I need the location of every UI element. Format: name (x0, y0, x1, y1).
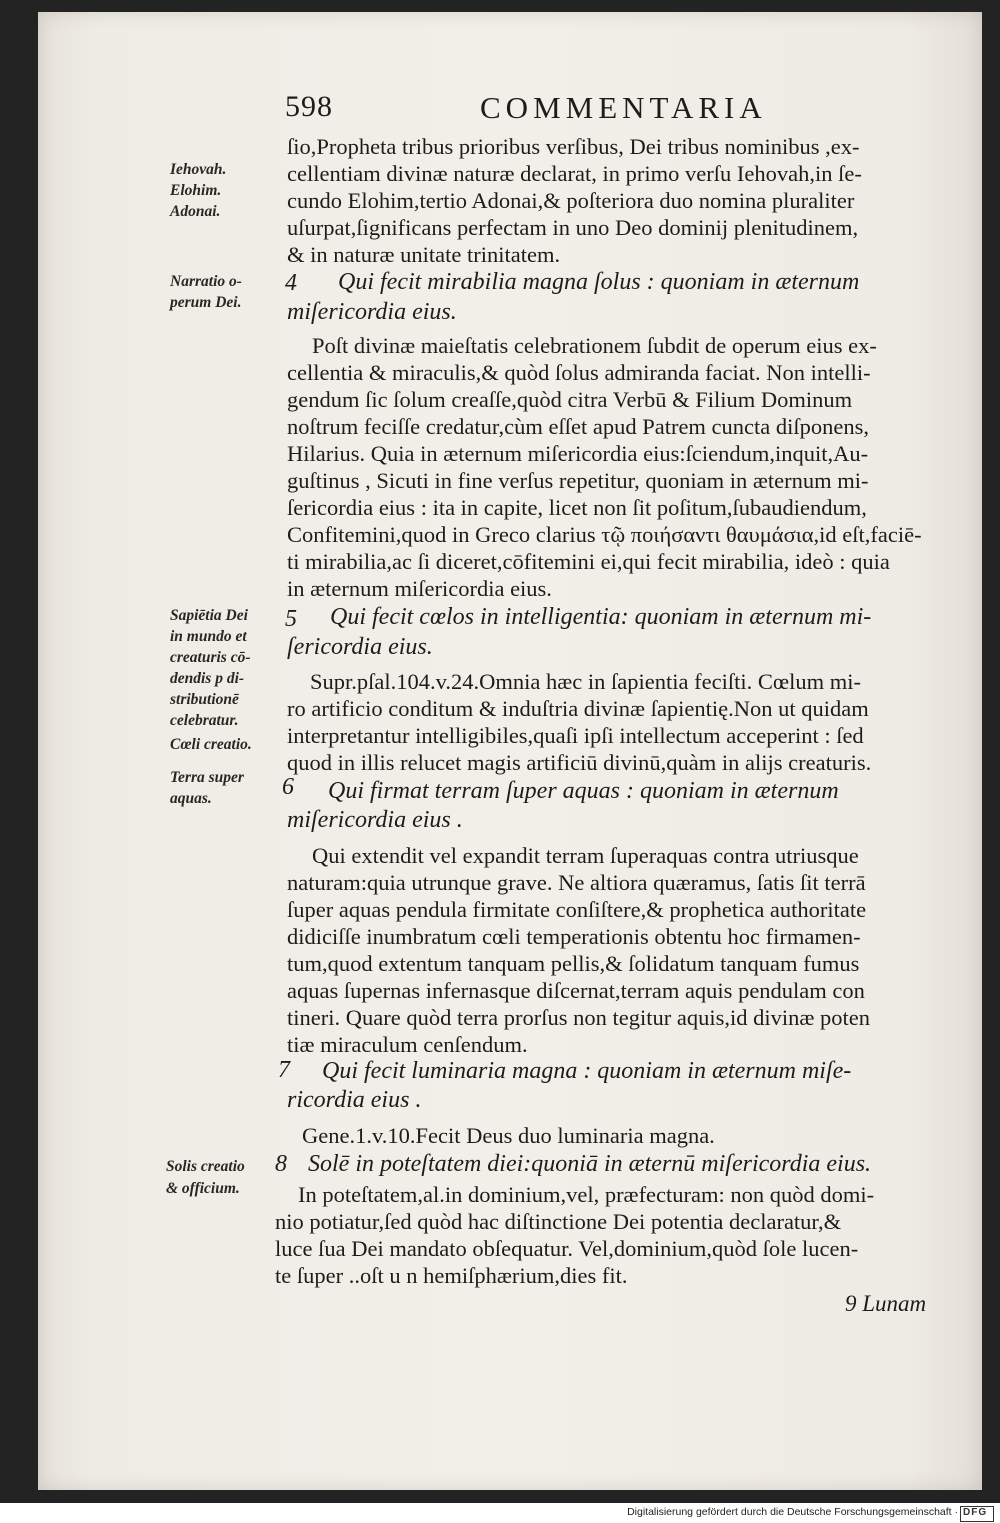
margin-note: Adonai. (170, 203, 221, 220)
text-line: cellentia & miraculis,& quòd ſolus admiranda faciat. Non intelli- (287, 360, 871, 385)
text-line: guſtinus , Sicuti in fine verſus repetitur, quoniam in æternum mi- (287, 468, 869, 493)
text-line: Supr.pſal.104.v.24.Omnia hæc in ſapientia feciſti. Cœlum mi- (310, 669, 861, 694)
text-line: nio potiatur,ſed quòd hac diſtinctione Dei potentia declaratur,& (275, 1209, 842, 1234)
text-line: Qui extendit vel expandit terram ſuperaquas contra utriusque (312, 843, 859, 868)
text-line: cundo Elohim,tertio Adonai,& poſteriora duo nomina pluraliter (287, 188, 855, 213)
verse-number: 6 (282, 774, 294, 800)
margin-note: dendis p di- (170, 670, 245, 687)
verse-line: Qui fecit mirabilia magna ſolus : quoniam in æternum (338, 269, 860, 295)
margin-note: Terra super (170, 769, 244, 786)
margin-note: celebratur. (170, 712, 239, 729)
margin-note: Narratio o- (170, 273, 242, 290)
margin-note: aquas. (170, 790, 212, 807)
text-line: luce ſua Dei mandato obſequatur. Vel,dominium,quòd ſole lucen- (275, 1236, 859, 1261)
text-line: ro artificio conditum & induſtria divinæ ſapientię.Non ut quidam (287, 696, 869, 721)
margin-note: Sapiētia Dei (170, 607, 248, 624)
verse-line: ricordia eius . (287, 1087, 422, 1113)
verse-number: 4 (285, 270, 297, 296)
text-line: ſio,Propheta tribus prioribus verſibus, Dei tribus nominibus ,ex- (287, 134, 860, 159)
margin-note: creaturis cō- (170, 649, 251, 666)
margin-note: perum Dei. (170, 294, 242, 311)
text-line: & in naturæ unitate trinitatem. (287, 242, 561, 267)
margin-note: in mundo et (170, 628, 247, 645)
funding-credit: Digitalisierung gefördert durch die Deutsche Forschungsgemeinschaft · (627, 1506, 958, 1518)
verse-line: Qui fecit cœlos in intelligentia: quoniam in æternum mi- (330, 604, 872, 630)
text-line: Poſt divinæ maieſtatis celebrationem ſubdit de operum eius ex- (312, 333, 877, 358)
margin-note: Elohim. (170, 182, 222, 199)
text-line: ſericordia eius : ita in capite, licet non ſit poſitum,ſubaudiendum, (287, 495, 867, 520)
text-line: tum,quod extentum tanquam pellis,& ſolidatum tanquam fumus (287, 951, 860, 976)
dfg-logo (960, 1506, 994, 1522)
text-line: te ſuper ..oſt u n hemiſphærium,dies fit. (275, 1263, 628, 1288)
verse-line: Qui firmat terram ſuper aquas : quoniam in æternum (328, 778, 839, 804)
dfg-logo-text: DFG (963, 1507, 988, 1518)
footer-bar (0, 1503, 1000, 1523)
text-line: cellentiam divinæ naturæ declarat, in primo verſu Iehovah,in ſe- (287, 161, 862, 186)
text-line: ſuper aquas pendula firmitate conſiſtere,& prophetica authoritate (287, 897, 867, 922)
margin-note: Iehovah. (170, 161, 227, 178)
margin-note: & officium. (166, 1180, 240, 1197)
verse-number: 7 (278, 1057, 290, 1083)
catchword: 9 Lunam (845, 1291, 927, 1316)
margin-note: Cœli creatio. (170, 736, 252, 753)
verse-number: 5 (285, 606, 297, 632)
page-number: 598 (285, 90, 333, 123)
text-line: in æternum miſericordia eius. (287, 576, 552, 601)
verse-line: miſericordia eius . (287, 807, 463, 833)
text-line: tineri. Quare quòd terra prorſus non tegitur aquis,id divinæ poten (287, 1005, 871, 1030)
verse-line: ſericordia eius. (287, 634, 433, 660)
text-line: interpretantur intelligibiles,quaſi ipſi intellectum acceperint : ſed (287, 723, 864, 748)
verse-number: 8 (275, 1151, 287, 1177)
verse-line: Solē in poteſtatem diei:quoniā in æternū miſericordia eius. (308, 1151, 872, 1177)
margin-note: Solis creatio (166, 1158, 245, 1175)
text-line: Gene.1.v.10.Fecit Deus duo luminaria magna. (302, 1123, 715, 1148)
text-line: tiæ miraculum cenſendum. (287, 1032, 528, 1057)
text-line: In poteſtatem,al.in dominium,vel, præfecturam: non quòd domi- (298, 1182, 875, 1207)
margin-note: stributionē (170, 691, 239, 708)
verse-line: miſericordia eius. (287, 299, 457, 325)
text-line: didiciſſe inumbratum cœli temperationis obtentu hoc firmamen- (287, 924, 861, 949)
text-line: quod in illis relucet magis artificiū divinū,quàm in alijs creaturis. (287, 750, 872, 775)
text-line: Hilarius. Quia in æternum miſericordia eius:ſciendum,inquit,Au- (287, 441, 869, 466)
running-head: COMMENTARIA (480, 90, 767, 125)
text-line: noſtrum feciſſe credatur,cùm eſſet apud Patrem cuncta diſponens, (287, 414, 870, 439)
text-line: ti mirabilia,ac ſi diceret,cōfitemini ei,qui fecit mirabilia, ideò : quia (287, 549, 890, 574)
verse-line: Qui fecit luminaria magna : quoniam in æternum miſe- (322, 1058, 852, 1084)
text-line: Confitemini,quod in Greco clarius τῷ ποιήσαντι θαυμάσια,id eſt,faciē- (287, 522, 922, 547)
text-line: aquas ſupernas infernasque diſcernat,terram aquis pendulam con (287, 978, 865, 1003)
text-line: gendum ſic ſolum creaſſe,quòd citra Verbū & Filium Dominum (287, 387, 853, 412)
text-line: uſurpat,ſignificans perfectam in uno Deo dominij plenitudinem, (287, 215, 859, 240)
text-line: naturam:quia utrunque grave. Ne altiora quæramus, ſatis ſit terrā (287, 870, 866, 895)
